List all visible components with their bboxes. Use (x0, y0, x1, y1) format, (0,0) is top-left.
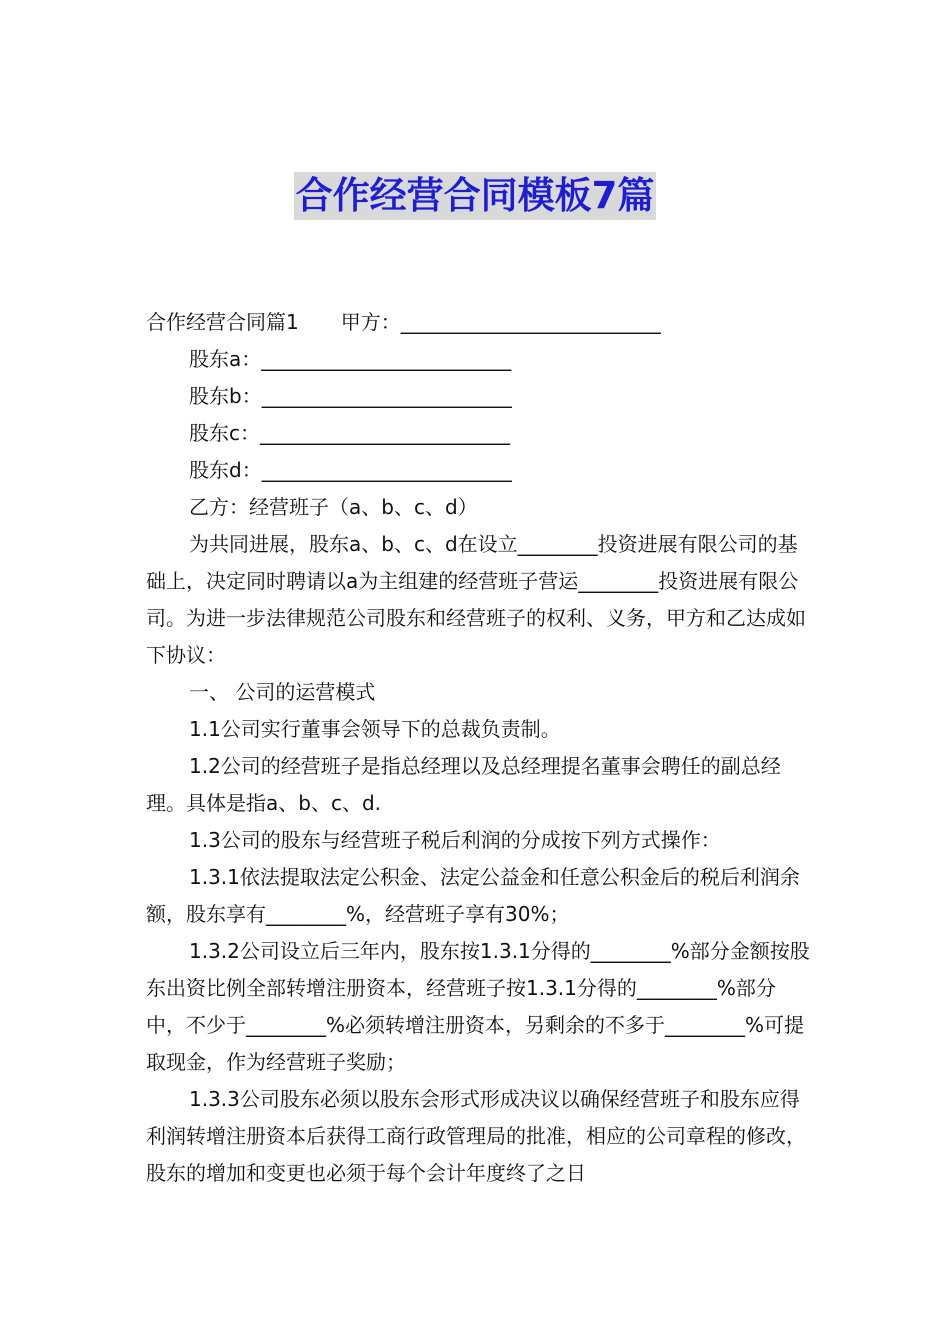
clause-1-1: 1.1公司实行董事会领导下的总裁负责制。 (189, 717, 561, 741)
shareholder-c-field: 股东c：_________________________ (189, 421, 510, 445)
shareholder-d-field: 股东d：_________________________ (189, 458, 512, 482)
party-b-line: 乙方：经营班子（a、b、c、d） (189, 495, 478, 519)
preamble-paragraph: 为共同进展，股东a、b、c、d在设立________投资进展有限公司的基础上，决定同时聘请以a为主组建的经营班子营运________投资进展有限公司。为进一步法律规范公司股东和经营班子的权利、义务，甲方和乙达成如下协议： (146, 532, 806, 667)
clause-1-3-3: 1.3.3公司股东必须以股东会形式形成决议以确保经营班子和股东应得利润转增注册资本后获得工商行政管理局的批准，相应的公司章程的修改，股东的增加和变更也必须于每个会计年度终了之日 (146, 1087, 806, 1185)
clause-1-3-2: 1.3.2公司设立后三年内，股东按1.3.1分得的________%部分金额按股东出资比例全部转增注册资本，经营班子按1.3.1分得的________%部分中，不少于________%必须转增注册资本，另剩余的不多于________%可提取现金，作为经营班子奖励； (146, 939, 810, 1074)
section-heading-operation-mode: 一、 公司的运营模式 (189, 680, 376, 704)
shareholder-b-field: 股东b：_________________________ (189, 384, 512, 408)
document-body (146, 304, 810, 1192)
contract-heading-line (146, 304, 810, 341)
clause-1-3: 1.3公司的股东与经营班子税后利润的分成按下列方式操作： (189, 828, 721, 852)
shareholder-a-field: 股东a：_________________________ (189, 347, 512, 371)
clause-1-3-1: 1.3.1依法提取法定公积金、法定公益金和任意公积金后的税后利润余额，股东享有________%，经营班子享有30%； (146, 865, 800, 926)
title-container (0, 172, 950, 220)
clause-1-2: 1.2公司的经营班子是指总经理以及总经理提名董事会聘任的副总经理。具体是指a、b、c、d. (146, 754, 781, 815)
contract-section-title: 合作经营合同篇1 (146, 310, 299, 334)
document-title: 合作经营合同模板7篇 (294, 172, 657, 220)
party-a-field: 甲方：__________________________ (340, 310, 661, 334)
